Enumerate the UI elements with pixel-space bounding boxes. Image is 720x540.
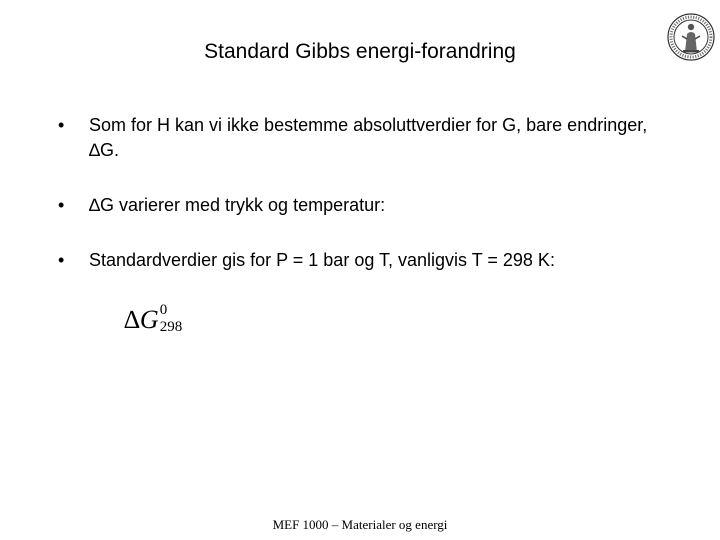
bullet-text: ∆G varierer med trykk og temperatur: <box>89 195 386 215</box>
formula-delta: ∆ <box>124 305 140 334</box>
bullet-item <box>58 193 678 218</box>
bullet-text: Standardverdier gis for P = 1 bar og T, vanligvis T = 298 K: <box>89 250 555 270</box>
slide-title: Standard Gibbs energi-forandring <box>204 40 516 63</box>
bullet-list <box>58 113 678 273</box>
formula-superscript: 0 <box>159 302 168 319</box>
slide-footer: MEF 1000 – Materialer og energi <box>272 517 448 532</box>
university-seal-icon <box>666 12 716 62</box>
bullet-item <box>58 113 678 163</box>
bullet-item <box>58 248 678 273</box>
bullet-marker: • <box>58 115 65 135</box>
bullet-marker: • <box>58 250 65 270</box>
bullet-marker: • <box>58 195 65 215</box>
delta-g-formula <box>124 302 183 339</box>
formula-subscript: 298 <box>159 319 183 336</box>
bullet-text: Som for H kan vi ikke bestemme absoluttverdier for G, bare endringer, ∆G. <box>89 115 648 160</box>
formula-variable: G <box>139 305 159 334</box>
